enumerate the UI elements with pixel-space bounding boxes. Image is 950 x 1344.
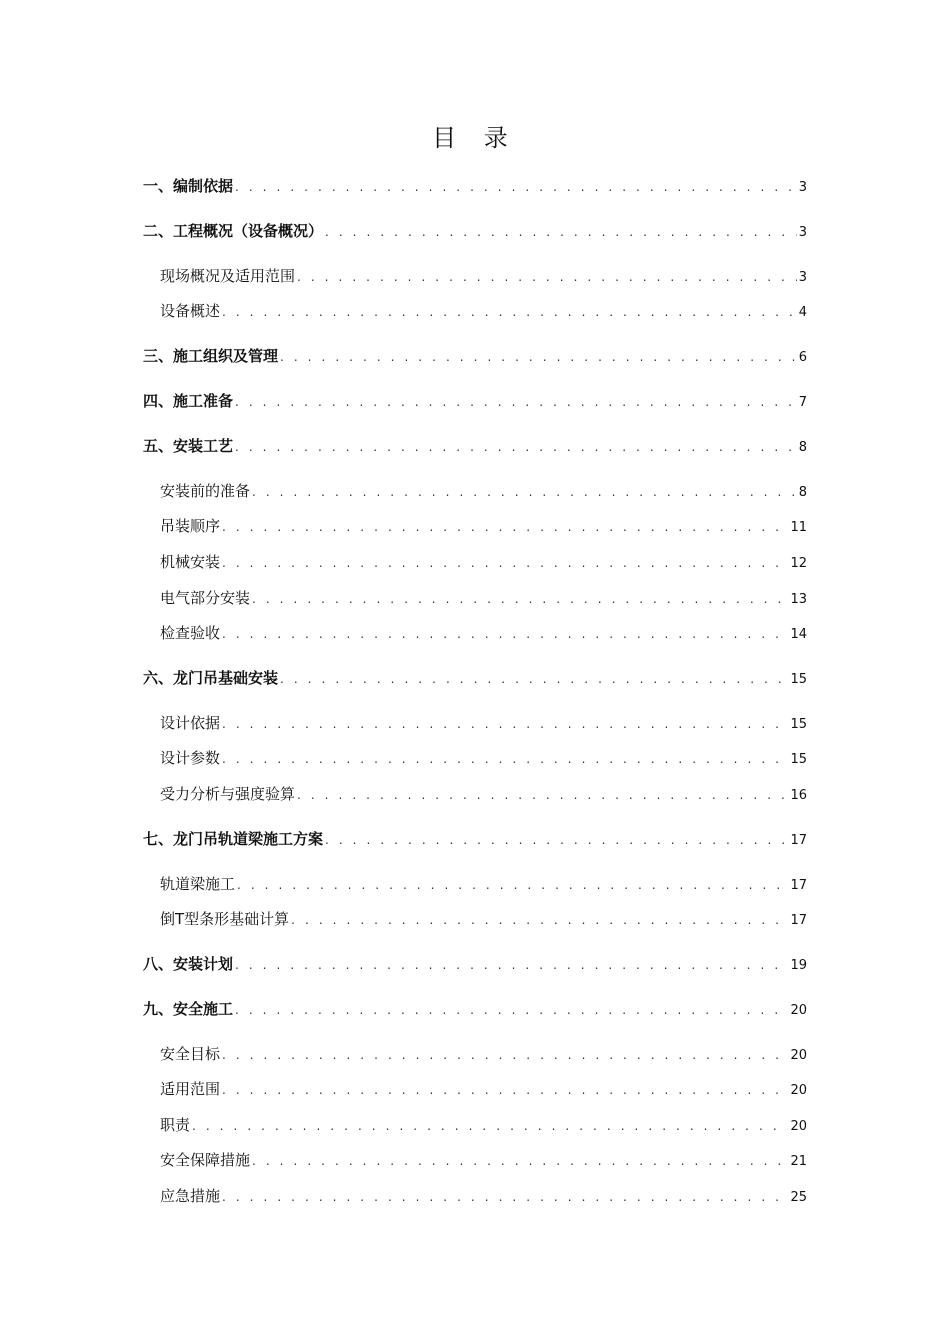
- toc-entry-label: 应急措施: [160, 1187, 221, 1205]
- toc-subentry-5-4[interactable]: [160, 587, 807, 609]
- toc-entry-label: 五、安装工艺: [143, 437, 234, 455]
- dot-leader: [280, 668, 788, 690]
- dot-leader: [252, 481, 797, 503]
- toc-entry-6[interactable]: [143, 667, 807, 689]
- toc-entry-label: 检查验收: [160, 624, 221, 642]
- toc-subentry-6-1[interactable]: [160, 712, 807, 734]
- dot-leader: [291, 909, 788, 931]
- toc-subentry-9-5[interactable]: [160, 1185, 807, 1207]
- dot-leader: [235, 436, 797, 458]
- dot-leader: [252, 588, 788, 610]
- toc-entry-label: 设计依据: [160, 714, 221, 732]
- dot-leader: [237, 874, 788, 896]
- dot-leader: [235, 954, 788, 976]
- dot-leader: [325, 221, 797, 243]
- toc-subentry-6-3[interactable]: [160, 783, 807, 805]
- toc-entry-7[interactable]: [143, 828, 807, 850]
- toc-entry-label: 设备概述: [160, 302, 221, 320]
- toc-entry-page-number: 17: [790, 878, 807, 893]
- toc-entry-page-number: 13: [790, 592, 807, 607]
- dot-leader: [222, 1079, 788, 1101]
- toc-entry-label: 安装前的准备: [160, 482, 251, 500]
- dot-leader: [235, 391, 797, 413]
- toc-entry-4[interactable]: [143, 390, 807, 412]
- toc-entry-label: 六、龙门吊基础安装: [143, 669, 279, 687]
- dot-leader: [297, 784, 788, 806]
- toc-entry-page-number: 17: [790, 833, 807, 848]
- dot-leader: [222, 748, 788, 770]
- toc-entry-page-number: 25: [790, 1190, 807, 1205]
- toc-subentry-5-3[interactable]: [160, 551, 807, 573]
- toc-entry-page-number: 20: [790, 1048, 807, 1063]
- toc-entry-label: 三、施工组织及管理: [143, 347, 279, 365]
- toc-entry-5[interactable]: [143, 435, 807, 457]
- toc-entry-page-number: 11: [790, 520, 807, 535]
- toc-entry-page-number: 3: [798, 270, 807, 285]
- toc-subentry-9-2[interactable]: [160, 1078, 807, 1100]
- toc-entry-page-number: 14: [790, 627, 807, 642]
- toc-entry-page-number: 4: [798, 305, 807, 320]
- toc-entry-page-number: 8: [798, 485, 807, 500]
- toc-entry-label: 设计参数: [160, 749, 221, 767]
- toc-entry-label: 一、编制依据: [143, 177, 234, 195]
- toc-entry-label: 轨道梁施工: [160, 875, 236, 893]
- toc-subentry-9-4[interactable]: [160, 1149, 807, 1171]
- toc-entry-label: 职责: [160, 1116, 191, 1134]
- dot-leader: [222, 516, 788, 538]
- dot-leader: [222, 301, 797, 323]
- toc-entry-page-number: 20: [790, 1083, 807, 1098]
- dot-leader: [235, 176, 797, 198]
- toc-entry-3[interactable]: [143, 345, 807, 367]
- toc-entry-8[interactable]: [143, 953, 807, 975]
- toc-subentry-7-1[interactable]: [160, 873, 807, 895]
- toc-subentry-9-3[interactable]: [160, 1114, 807, 1136]
- toc-entry-label: 九、安全施工: [143, 1000, 234, 1018]
- toc-subentry-2-2[interactable]: [160, 300, 807, 322]
- toc-entry-2[interactable]: [143, 220, 807, 242]
- toc-subentry-2-1[interactable]: [160, 265, 807, 287]
- toc-entry-label: 现场概况及适用范围: [160, 267, 296, 285]
- toc-entry-page-number: 20: [790, 1003, 807, 1018]
- toc-entry-label: 二、工程概况（设备概况）: [143, 222, 324, 240]
- toc-entry-page-number: 12: [790, 556, 807, 571]
- dot-leader: [192, 1115, 788, 1137]
- dot-leader: [297, 266, 797, 288]
- dot-leader: [222, 1186, 788, 1208]
- toc-entry-page-number: 3: [798, 180, 807, 195]
- toc-entry-page-number: 17: [790, 913, 807, 928]
- page-title: 目 录: [432, 124, 518, 152]
- dot-leader: [235, 999, 788, 1021]
- toc-entry-page-number: 6: [798, 350, 807, 365]
- dot-leader: [222, 1044, 788, 1066]
- toc-entry-label: 吊装顺序: [160, 517, 221, 535]
- toc-entry-label: 安全保障措施: [160, 1151, 251, 1169]
- toc-subentry-5-5[interactable]: [160, 622, 807, 644]
- toc-entry-label: 倒T型条形基础计算: [160, 910, 290, 928]
- dot-leader: [222, 623, 788, 645]
- toc-entry-page-number: 20: [790, 1119, 807, 1134]
- toc-entry-page-number: 15: [790, 672, 807, 687]
- toc-subentry-6-2[interactable]: [160, 747, 807, 769]
- toc-entry-label: 安全目标: [160, 1045, 221, 1063]
- dot-leader: [252, 1150, 788, 1172]
- toc-subentry-7-2[interactable]: [160, 908, 807, 930]
- toc-entry-label: 四、施工准备: [143, 392, 234, 410]
- toc-entry-label: 八、安装计划: [143, 955, 234, 973]
- toc-entry-page-number: 16: [790, 788, 807, 803]
- dot-leader: [280, 346, 797, 368]
- dot-leader: [222, 713, 788, 735]
- toc-entry-page-number: 21: [790, 1154, 807, 1169]
- toc-entry-label: 机械安装: [160, 553, 221, 571]
- toc-subentry-9-1[interactable]: [160, 1043, 807, 1065]
- toc-entry-page-number: 15: [790, 752, 807, 767]
- toc-entry-page-number: 8: [798, 440, 807, 455]
- dot-leader: [222, 552, 788, 574]
- toc-entry-page-number: 15: [790, 717, 807, 732]
- toc-subentry-5-2[interactable]: [160, 515, 807, 537]
- toc-entry-label: 七、龙门吊轨道梁施工方案: [143, 830, 324, 848]
- toc-entry-page-number: 7: [798, 395, 807, 410]
- toc-entry-page-number: 3: [798, 225, 807, 240]
- dot-leader: [325, 829, 788, 851]
- toc-entry-1[interactable]: [143, 175, 807, 197]
- toc-entry-label: 电气部分安装: [160, 589, 251, 607]
- toc-entry-label: 受力分析与强度验算: [160, 785, 296, 803]
- toc-subentry-5-1[interactable]: [160, 480, 807, 502]
- toc-entry-label: 适用范围: [160, 1080, 221, 1098]
- toc-entry-9[interactable]: [143, 998, 807, 1020]
- toc-entry-page-number: 19: [790, 958, 807, 973]
